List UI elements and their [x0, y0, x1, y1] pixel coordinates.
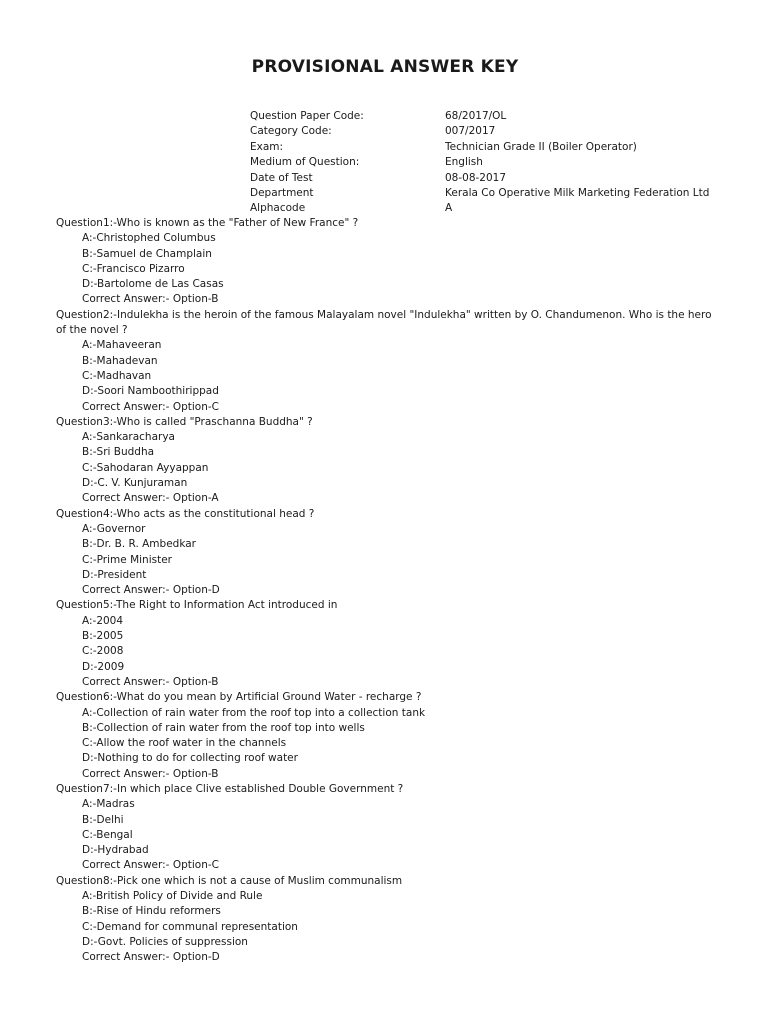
- option-a: A:-Madras: [82, 798, 135, 811]
- detail-value: Kerala Co Operative Milk Marketing Federation Ltd: [445, 186, 710, 199]
- detail-label: Department: [250, 186, 314, 199]
- option-c: C:-Demand for communal representation: [82, 920, 298, 933]
- option-d: D:-Soori Namboothirippad: [82, 385, 219, 398]
- option-d: D:-Govt. Policies of suppression: [82, 935, 248, 948]
- option-a: A:-2004: [82, 614, 124, 627]
- option-b: B:-Collection of rain water from the roof top into wells: [82, 721, 365, 734]
- question-text: Question3:-Who is called "Praschanna Buddha" ?: [56, 415, 313, 428]
- question-text: Question7:-In which place Clive established Double Government ?: [56, 782, 404, 795]
- option-b: B:-Mahadevan: [82, 354, 158, 367]
- option-d: D:-President: [82, 568, 147, 581]
- option-c: C:-Madhavan: [82, 369, 152, 382]
- detail-label: Alphacode: [250, 202, 306, 215]
- question-list: [56, 216, 716, 966]
- option-d: D:-Hydrabad: [82, 844, 149, 857]
- option-b: B:-Delhi: [82, 813, 124, 826]
- option-a: A:-Christophed Columbus: [82, 232, 216, 245]
- detail-label: Question Paper Code:: [250, 110, 364, 122]
- detail-label: Medium of Question:: [250, 156, 360, 169]
- detail-row: [0, 124, 770, 139]
- option-c: C:-Francisco Pizarro: [82, 262, 185, 275]
- question-item: [56, 782, 716, 874]
- option-c: C:-Sahodaran Ayyappan: [82, 461, 209, 474]
- correct-answer: Correct Answer:- Option-B: [82, 675, 219, 688]
- detail-row: [0, 201, 770, 216]
- detail-value: English: [445, 156, 483, 169]
- detail-label: Category Code:: [250, 125, 332, 138]
- exam-details: [0, 109, 770, 217]
- detail-row: [0, 140, 770, 155]
- option-b: B:-Samuel de Champlain: [82, 247, 212, 260]
- question-item: [56, 690, 716, 782]
- option-a: A:-Sankaracharya: [82, 431, 175, 444]
- question-item: [56, 216, 716, 308]
- question-item: [56, 507, 716, 599]
- option-b: B:-2005: [82, 630, 124, 643]
- correct-answer: Correct Answer:- Option-B: [82, 293, 219, 306]
- correct-answer: Correct Answer:- Option-D: [82, 951, 220, 964]
- option-d: D:-Nothing to do for collecting roof water: [82, 752, 298, 765]
- question-text: Question4:-Who acts as the constitutional head ?: [56, 507, 315, 520]
- option-a: A:-British Policy of Divide and Rule: [82, 890, 263, 903]
- question-text: Question6:-What do you mean by Artificial Ground Water - recharge ?: [56, 691, 422, 704]
- option-b: B:-Sri Buddha: [82, 446, 155, 459]
- detail-value: 68/2017/OL: [445, 110, 507, 122]
- detail-label: Date of Test: [250, 171, 313, 184]
- correct-answer: Correct Answer:- Option-C: [82, 859, 219, 872]
- detail-row: [0, 186, 770, 201]
- option-d: D:-C. V. Kunjuraman: [82, 477, 188, 490]
- detail-row: [0, 155, 770, 170]
- correct-answer: Correct Answer:- Option-B: [82, 767, 219, 780]
- option-a: A:-Mahaveeran: [82, 339, 162, 352]
- question-text: Question1:-Who is known as the "Father of New France" ?: [56, 217, 359, 229]
- detail-row: [0, 109, 770, 124]
- option-a: A:-Collection of rain water from the roof top into a collection tank: [82, 706, 426, 719]
- question-item: [56, 874, 716, 966]
- page-title: PROVISIONAL ANSWER KEY: [251, 57, 519, 77]
- question-item: [56, 598, 716, 690]
- question-text: Question5:-The Right to Information Act introduced in: [56, 599, 338, 612]
- option-d: D:-Bartolome de Las Casas: [82, 278, 224, 291]
- detail-value: 08-08-2017: [445, 171, 507, 184]
- question-text: Question8:-Pick one which is not a cause of Muslim communalism: [56, 874, 403, 887]
- detail-value: A: [445, 202, 453, 215]
- question-text: Question2:-Indulekha is the heroin of the famous Malayalam novel "Indulekha" written by O. Chandumenon. Who is the hero of the novel ?: [56, 308, 712, 337]
- option-c: C:-Prime Minister: [82, 553, 172, 566]
- option-c: C:-Bengal: [82, 828, 133, 841]
- option-b: B:-Rise of Hindu reformers: [82, 905, 221, 918]
- question-item: [56, 415, 716, 507]
- option-c: C:-2008: [82, 645, 124, 658]
- option-b: B:-Dr. B. R. Ambedkar: [82, 538, 196, 551]
- detail-row: [0, 171, 770, 186]
- detail-value: Technician Grade II (Boiler Operator): [445, 140, 637, 153]
- option-d: D:-2009: [82, 660, 125, 673]
- detail-value: 007/2017: [445, 125, 496, 138]
- option-c: C:-Allow the roof water in the channels: [82, 737, 287, 750]
- question-item: [56, 308, 716, 415]
- correct-answer: Correct Answer:- Option-A: [82, 492, 219, 505]
- correct-answer: Correct Answer:- Option-D: [82, 584, 220, 597]
- detail-label: Exam:: [250, 140, 284, 153]
- option-a: A:-Governor: [82, 522, 146, 535]
- correct-answer: Correct Answer:- Option-C: [82, 400, 219, 413]
